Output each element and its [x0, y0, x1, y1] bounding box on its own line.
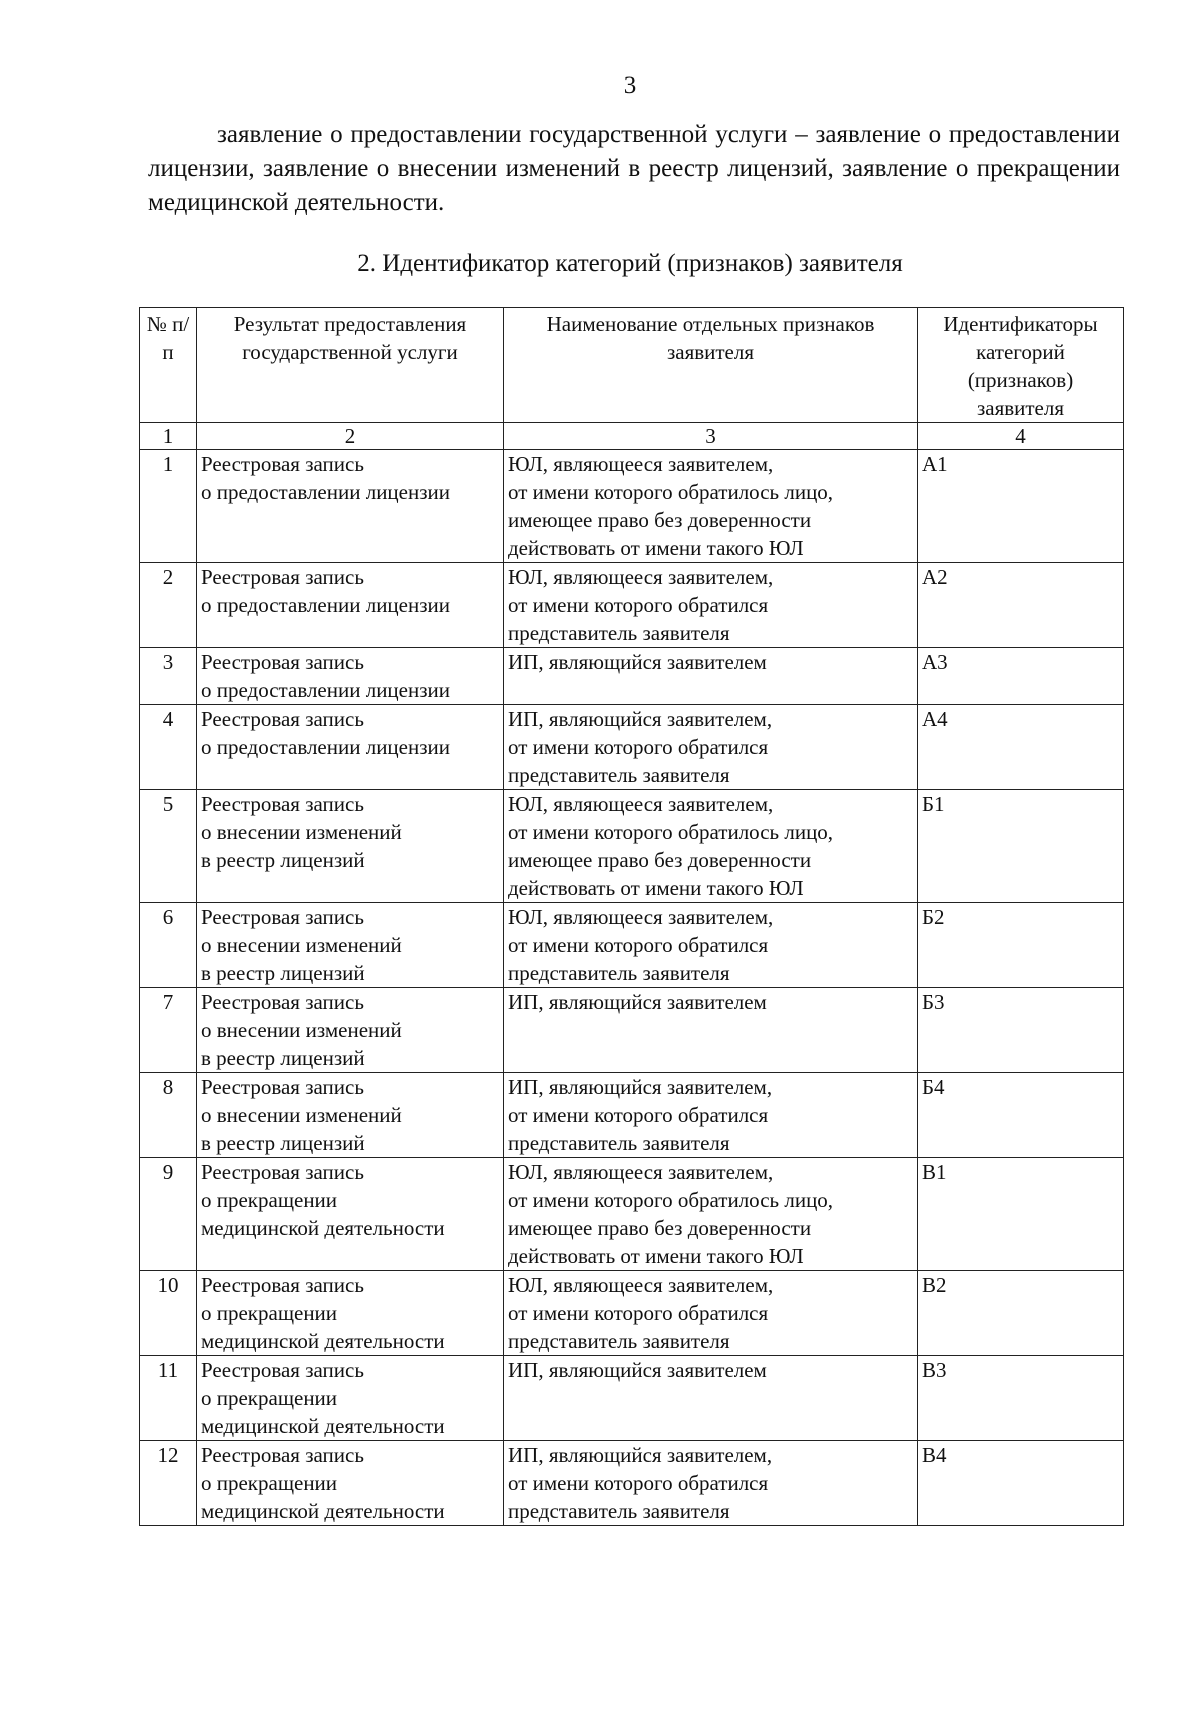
row-identifier: В3	[918, 1356, 1124, 1441]
section-title: 2. Идентификатор категорий (признаков) заявителя	[357, 250, 903, 277]
row-number: 10	[140, 1271, 197, 1356]
row-signs: ИП, являющийся заявителем	[504, 988, 918, 1073]
row-result: Реестровая запись о предоставлении лицензии	[197, 563, 504, 648]
row-signs: ЮЛ, являющееся заявителем, от имени которого обратилось лицо, имеющее право без доверенности действовать от имени такого ЮЛ	[504, 450, 918, 563]
page-number: 3	[623, 72, 637, 99]
row-result: Реестровая запись о внесении изменений в реестр лицензий	[197, 1073, 504, 1158]
table-header-row	[140, 308, 1124, 423]
row-identifier: А3	[918, 648, 1124, 705]
header-num: № п/п	[140, 308, 197, 423]
table-row	[140, 1356, 1124, 1441]
column-index-2: 2	[197, 423, 504, 450]
row-signs: ИП, являющийся заявителем, от имени которого обратился представитель заявителя	[504, 1441, 918, 1526]
row-result: Реестровая запись о предоставлении лицензии	[197, 705, 504, 790]
table-row	[140, 790, 1124, 903]
table-row	[140, 648, 1124, 705]
row-signs: ИП, являющийся заявителем, от имени которого обратился представитель заявителя	[504, 1073, 918, 1158]
table-row	[140, 450, 1124, 563]
table-row	[140, 1271, 1124, 1356]
row-identifier: Б3	[918, 988, 1124, 1073]
row-identifier: В4	[918, 1441, 1124, 1526]
row-result: Реестровая запись о предоставлении лицензии	[197, 648, 504, 705]
column-index-4: 4	[918, 423, 1124, 450]
row-number: 12	[140, 1441, 197, 1526]
row-identifier: А2	[918, 563, 1124, 648]
row-signs: ИП, являющийся заявителем	[504, 1356, 918, 1441]
row-signs: ЮЛ, являющееся заявителем, от имени которого обратилось лицо, имеющее право без доверенности действовать от имени такого ЮЛ	[504, 1158, 918, 1271]
table-row	[140, 988, 1124, 1073]
header-result: Результат предоставления государственной услуги	[197, 308, 504, 423]
column-index-row	[140, 423, 1124, 450]
row-identifier: В2	[918, 1271, 1124, 1356]
row-number: 7	[140, 988, 197, 1073]
row-number: 2	[140, 563, 197, 648]
row-result: Реестровая запись о внесении изменений в реестр лицензий	[197, 903, 504, 988]
row-number: 6	[140, 903, 197, 988]
row-result: Реестровая запись о прекращении медицинской деятельности	[197, 1158, 504, 1271]
row-number: 8	[140, 1073, 197, 1158]
table-row	[140, 903, 1124, 988]
row-identifier: В1	[918, 1158, 1124, 1271]
row-number: 9	[140, 1158, 197, 1271]
header-signs: Наименование отдельных признаков заявителя	[504, 308, 918, 423]
row-identifier: А1	[918, 450, 1124, 563]
table-body	[140, 423, 1124, 1526]
column-index-1: 1	[140, 423, 197, 450]
row-signs: ЮЛ, являющееся заявителем, от имени которого обратился представитель заявителя	[504, 903, 918, 988]
row-result: Реестровая запись о прекращении медицинской деятельности	[197, 1356, 504, 1441]
row-identifier: Б4	[918, 1073, 1124, 1158]
row-number: 11	[140, 1356, 197, 1441]
intro-paragraph: заявление о предоставлении государственной услуги – заявление о предоставлении лицензии, заявление о внесении изменений в реестр лицензий, заявление о прекращении медицинской деятельности.	[148, 121, 1120, 216]
row-signs: ИП, являющийся заявителем, от имени которого обратился представитель заявителя	[504, 705, 918, 790]
table-row	[140, 705, 1124, 790]
row-number: 1	[140, 450, 197, 563]
table-row	[140, 563, 1124, 648]
row-identifier: Б1	[918, 790, 1124, 903]
row-identifier: Б2	[918, 903, 1124, 988]
row-identifier: А4	[918, 705, 1124, 790]
row-signs: ЮЛ, являющееся заявителем, от имени которого обратился представитель заявителя	[504, 1271, 918, 1356]
row-result: Реестровая запись о прекращении медицинской деятельности	[197, 1271, 504, 1356]
row-result: Реестровая запись о прекращении медицинской деятельности	[197, 1441, 504, 1526]
row-number: 5	[140, 790, 197, 903]
column-index-3: 3	[504, 423, 918, 450]
row-number: 4	[140, 705, 197, 790]
row-result: Реестровая запись о внесении изменений в реестр лицензий	[197, 790, 504, 903]
row-result: Реестровая запись о предоставлении лицензии	[197, 450, 504, 563]
row-number: 3	[140, 648, 197, 705]
table-row	[140, 1441, 1124, 1526]
table-row	[140, 1158, 1124, 1271]
row-signs: ЮЛ, являющееся заявителем, от имени которого обратилось лицо, имеющее право без доверенности действовать от имени такого ЮЛ	[504, 790, 918, 903]
applicant-categories-table	[139, 307, 1124, 1526]
row-result: Реестровая запись о внесении изменений в реестр лицензий	[197, 988, 504, 1073]
header-identifiers: Идентификаторы категорий (признаков) заявителя	[918, 308, 1124, 423]
table-row	[140, 1073, 1124, 1158]
row-signs: ИП, являющийся заявителем	[504, 648, 918, 705]
row-signs: ЮЛ, являющееся заявителем, от имени которого обратился представитель заявителя	[504, 563, 918, 648]
